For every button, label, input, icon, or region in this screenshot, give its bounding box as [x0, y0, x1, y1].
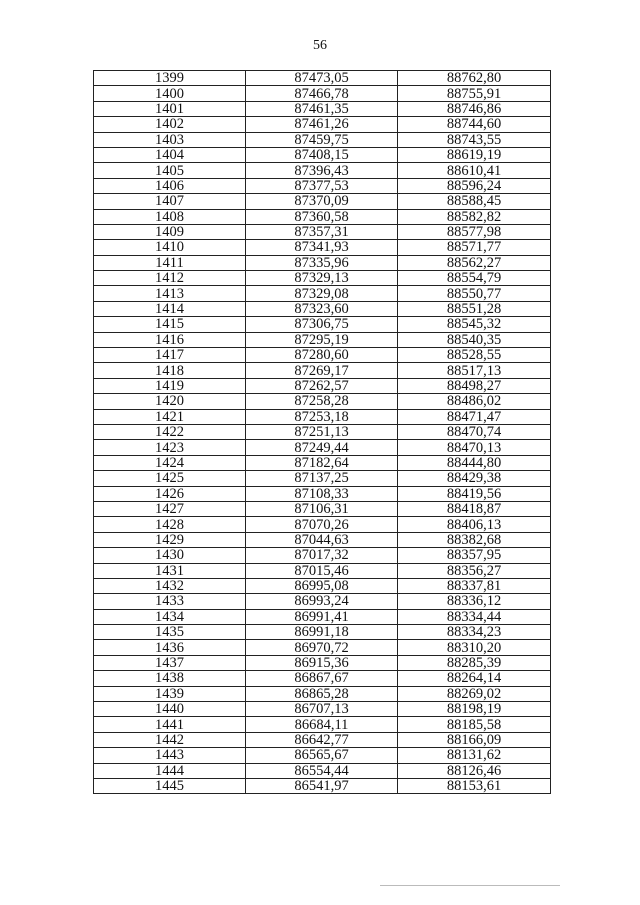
table-row: [94, 71, 551, 86]
table-row: [94, 286, 551, 301]
x-coordinate-cell: 87017,32: [246, 548, 398, 563]
y-coordinate-cell: 88444,80: [398, 455, 551, 470]
table-row: [94, 332, 551, 347]
table-row: [94, 224, 551, 239]
x-coordinate-cell: 87262,57: [246, 378, 398, 393]
x-coordinate-cell: 87370,09: [246, 194, 398, 209]
point-number-cell: 1445: [94, 778, 246, 793]
y-coordinate-cell: 88382,68: [398, 532, 551, 547]
point-number-cell: 1432: [94, 578, 246, 593]
point-number-cell: 1429: [94, 532, 246, 547]
table-row: [94, 86, 551, 101]
y-coordinate-cell: 88571,77: [398, 240, 551, 255]
table-row: [94, 101, 551, 116]
y-coordinate-cell: 88743,55: [398, 132, 551, 147]
point-number-cell: 1426: [94, 486, 246, 501]
point-number-cell: 1428: [94, 517, 246, 532]
x-coordinate-cell: 87306,75: [246, 317, 398, 332]
y-coordinate-cell: 88545,32: [398, 317, 551, 332]
y-coordinate-cell: 88498,27: [398, 378, 551, 393]
point-number-cell: 1435: [94, 625, 246, 640]
x-coordinate-cell: 86707,13: [246, 702, 398, 717]
x-coordinate-cell: 87473,05: [246, 71, 398, 86]
x-coordinate-cell: 87044,63: [246, 532, 398, 547]
point-number-cell: 1443: [94, 748, 246, 763]
point-number-cell: 1437: [94, 655, 246, 670]
x-coordinate-cell: 86642,77: [246, 732, 398, 747]
point-number-cell: 1422: [94, 424, 246, 439]
table-row: [94, 517, 551, 532]
table-row: [94, 486, 551, 501]
point-number-cell: 1423: [94, 440, 246, 455]
point-number-cell: 1413: [94, 286, 246, 301]
y-coordinate-cell: 88746,86: [398, 101, 551, 116]
point-number-cell: 1431: [94, 563, 246, 578]
table-row: [94, 424, 551, 439]
y-coordinate-cell: 88588,45: [398, 194, 551, 209]
table-row: [94, 317, 551, 332]
point-number-cell: 1415: [94, 317, 246, 332]
x-coordinate-cell: 87106,31: [246, 501, 398, 516]
y-coordinate-cell: 88334,44: [398, 609, 551, 624]
point-number-cell: 1440: [94, 702, 246, 717]
table-row: [94, 394, 551, 409]
table-row: [94, 594, 551, 609]
point-number-cell: 1427: [94, 501, 246, 516]
x-coordinate-cell: 87137,25: [246, 471, 398, 486]
table-row: [94, 117, 551, 132]
table-row: [94, 194, 551, 209]
x-coordinate-cell: 87377,53: [246, 178, 398, 193]
table-row: [94, 748, 551, 763]
point-number-cell: 1441: [94, 717, 246, 732]
point-number-cell: 1417: [94, 348, 246, 363]
x-coordinate-cell: 86991,18: [246, 625, 398, 640]
y-coordinate-cell: 88264,14: [398, 671, 551, 686]
y-coordinate-cell: 88357,95: [398, 548, 551, 563]
x-coordinate-cell: 87280,60: [246, 348, 398, 363]
x-coordinate-cell: 86865,28: [246, 686, 398, 701]
coordinates-table: [93, 70, 551, 794]
table-row: [94, 363, 551, 378]
table-row: [94, 548, 551, 563]
y-coordinate-cell: 88582,82: [398, 209, 551, 224]
x-coordinate-cell: 87360,58: [246, 209, 398, 224]
y-coordinate-cell: 88550,77: [398, 286, 551, 301]
point-number-cell: 1401: [94, 101, 246, 116]
table-row: [94, 348, 551, 363]
x-coordinate-cell: 86867,67: [246, 671, 398, 686]
point-number-cell: 1414: [94, 301, 246, 316]
y-coordinate-cell: 88418,87: [398, 501, 551, 516]
x-coordinate-cell: 87015,46: [246, 563, 398, 578]
y-coordinate-cell: 88285,39: [398, 655, 551, 670]
x-coordinate-cell: 87459,75: [246, 132, 398, 147]
table-row: [94, 301, 551, 316]
point-number-cell: 1420: [94, 394, 246, 409]
table-row: [94, 501, 551, 516]
x-coordinate-cell: 87335,96: [246, 255, 398, 270]
y-coordinate-cell: 88166,09: [398, 732, 551, 747]
table-row: [94, 732, 551, 747]
x-coordinate-cell: 86993,24: [246, 594, 398, 609]
x-coordinate-cell: 87408,15: [246, 147, 398, 162]
x-coordinate-cell: 87329,13: [246, 271, 398, 286]
coordinates-table-body: [94, 71, 551, 794]
table-row: [94, 271, 551, 286]
y-coordinate-cell: 88755,91: [398, 86, 551, 101]
y-coordinate-cell: 88562,27: [398, 255, 551, 270]
point-number-cell: 1409: [94, 224, 246, 239]
y-coordinate-cell: 88551,28: [398, 301, 551, 316]
x-coordinate-cell: 87269,17: [246, 363, 398, 378]
table-row: [94, 409, 551, 424]
y-coordinate-cell: 88540,35: [398, 332, 551, 347]
x-coordinate-cell: 87108,33: [246, 486, 398, 501]
point-number-cell: 1400: [94, 86, 246, 101]
y-coordinate-cell: 88185,58: [398, 717, 551, 732]
table-row: [94, 778, 551, 793]
point-number-cell: 1412: [94, 271, 246, 286]
table-row: [94, 640, 551, 655]
x-coordinate-cell: 87253,18: [246, 409, 398, 424]
x-coordinate-cell: 87182,64: [246, 455, 398, 470]
table-row: [94, 578, 551, 593]
point-number-cell: 1406: [94, 178, 246, 193]
point-number-cell: 1442: [94, 732, 246, 747]
table-row: [94, 178, 551, 193]
table-row: [94, 563, 551, 578]
y-coordinate-cell: 88153,61: [398, 778, 551, 793]
table-row: [94, 378, 551, 393]
table-row: [94, 163, 551, 178]
point-number-cell: 1434: [94, 609, 246, 624]
x-coordinate-cell: 87070,26: [246, 517, 398, 532]
x-coordinate-cell: 87357,31: [246, 224, 398, 239]
point-number-cell: 1433: [94, 594, 246, 609]
point-number-cell: 1421: [94, 409, 246, 424]
x-coordinate-cell: 87258,28: [246, 394, 398, 409]
table-row: [94, 455, 551, 470]
table-row: [94, 609, 551, 624]
x-coordinate-cell: 86970,72: [246, 640, 398, 655]
x-coordinate-cell: 87461,35: [246, 101, 398, 116]
y-coordinate-cell: 88310,20: [398, 640, 551, 655]
x-coordinate-cell: 87295,19: [246, 332, 398, 347]
x-coordinate-cell: 86565,67: [246, 748, 398, 763]
y-coordinate-cell: 88419,56: [398, 486, 551, 501]
y-coordinate-cell: 88596,24: [398, 178, 551, 193]
table-row: [94, 655, 551, 670]
y-coordinate-cell: 88554,79: [398, 271, 551, 286]
x-coordinate-cell: 86995,08: [246, 578, 398, 593]
y-coordinate-cell: 88517,13: [398, 363, 551, 378]
table-row: [94, 240, 551, 255]
table-row: [94, 471, 551, 486]
point-number-cell: 1418: [94, 363, 246, 378]
x-coordinate-cell: 86541,97: [246, 778, 398, 793]
x-coordinate-cell: 87341,93: [246, 240, 398, 255]
table-row: [94, 671, 551, 686]
table-row: [94, 209, 551, 224]
x-coordinate-cell: 87466,78: [246, 86, 398, 101]
y-coordinate-cell: 88762,80: [398, 71, 551, 86]
x-coordinate-cell: 87329,08: [246, 286, 398, 301]
x-coordinate-cell: 87249,44: [246, 440, 398, 455]
y-coordinate-cell: 88470,74: [398, 424, 551, 439]
point-number-cell: 1430: [94, 548, 246, 563]
y-coordinate-cell: 88126,46: [398, 763, 551, 778]
point-number-cell: 1439: [94, 686, 246, 701]
x-coordinate-cell: 86991,41: [246, 609, 398, 624]
x-coordinate-cell: 86915,36: [246, 655, 398, 670]
point-number-cell: 1436: [94, 640, 246, 655]
y-coordinate-cell: 88577,98: [398, 224, 551, 239]
point-number-cell: 1402: [94, 117, 246, 132]
point-number-cell: 1410: [94, 240, 246, 255]
point-number-cell: 1411: [94, 255, 246, 270]
y-coordinate-cell: 88619,19: [398, 147, 551, 162]
x-coordinate-cell: 86684,11: [246, 717, 398, 732]
y-coordinate-cell: 88471,47: [398, 409, 551, 424]
table-row: [94, 717, 551, 732]
table-row: [94, 686, 551, 701]
table-row: [94, 255, 551, 270]
point-number-cell: 1438: [94, 671, 246, 686]
table-row: [94, 440, 551, 455]
table-row: [94, 625, 551, 640]
point-number-cell: 1444: [94, 763, 246, 778]
y-coordinate-cell: 88269,02: [398, 686, 551, 701]
y-coordinate-cell: 88198,19: [398, 702, 551, 717]
y-coordinate-cell: 88486,02: [398, 394, 551, 409]
scan-artifact-line: [380, 885, 560, 886]
table-row: [94, 763, 551, 778]
y-coordinate-cell: 88470,13: [398, 440, 551, 455]
table-row: [94, 702, 551, 717]
page-number: 56: [313, 38, 327, 53]
x-coordinate-cell: 86554,44: [246, 763, 398, 778]
y-coordinate-cell: 88429,38: [398, 471, 551, 486]
y-coordinate-cell: 88356,27: [398, 563, 551, 578]
x-coordinate-cell: 87323,60: [246, 301, 398, 316]
table-row: [94, 147, 551, 162]
point-number-cell: 1404: [94, 147, 246, 162]
y-coordinate-cell: 88131,62: [398, 748, 551, 763]
point-number-cell: 1424: [94, 455, 246, 470]
y-coordinate-cell: 88334,23: [398, 625, 551, 640]
y-coordinate-cell: 88528,55: [398, 348, 551, 363]
table-row: [94, 132, 551, 147]
y-coordinate-cell: 88406,13: [398, 517, 551, 532]
point-number-cell: 1416: [94, 332, 246, 347]
point-number-cell: 1408: [94, 209, 246, 224]
table-row: [94, 532, 551, 547]
point-number-cell: 1405: [94, 163, 246, 178]
x-coordinate-cell: 87251,13: [246, 424, 398, 439]
x-coordinate-cell: 87461,26: [246, 117, 398, 132]
point-number-cell: 1425: [94, 471, 246, 486]
y-coordinate-cell: 88336,12: [398, 594, 551, 609]
point-number-cell: 1407: [94, 194, 246, 209]
y-coordinate-cell: 88337,81: [398, 578, 551, 593]
point-number-cell: 1403: [94, 132, 246, 147]
point-number-cell: 1399: [94, 71, 246, 86]
y-coordinate-cell: 88744,60: [398, 117, 551, 132]
point-number-cell: 1419: [94, 378, 246, 393]
y-coordinate-cell: 88610,41: [398, 163, 551, 178]
x-coordinate-cell: 87396,43: [246, 163, 398, 178]
